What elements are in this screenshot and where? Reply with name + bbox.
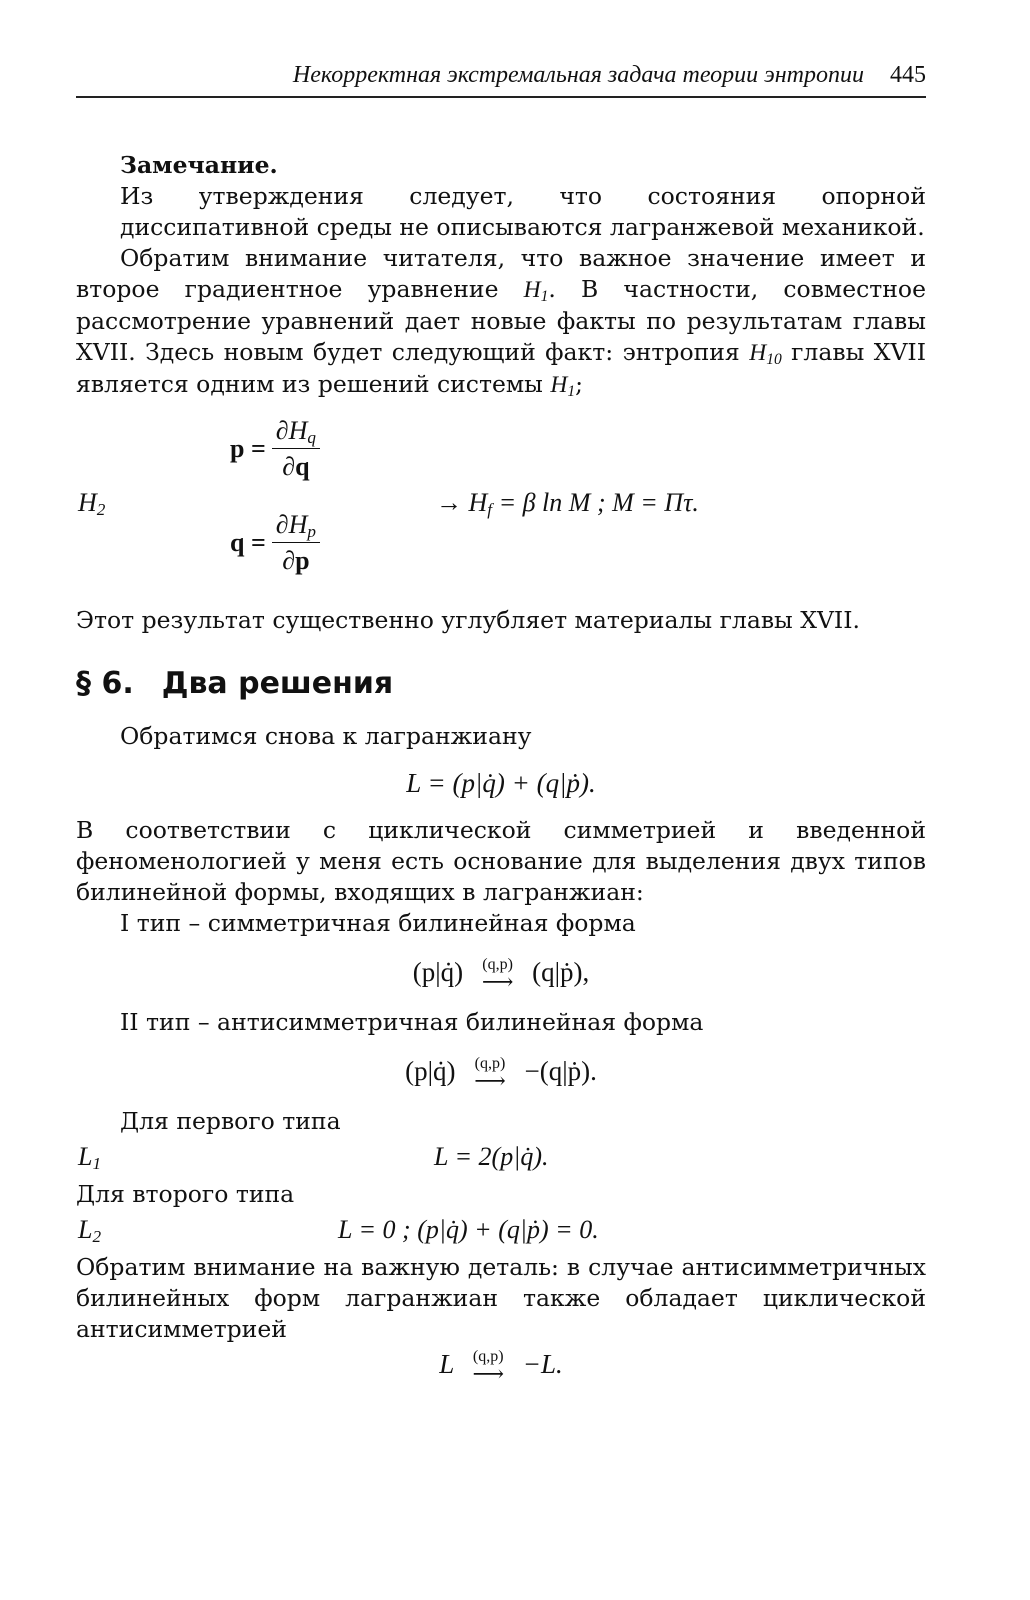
remark-title: Замечание. <box>120 151 278 179</box>
type-2-line: II тип – антисимметричная билинейная форма <box>120 1008 704 1036</box>
running-header <box>76 62 926 89</box>
equation-l2 <box>76 1210 926 1252</box>
label-l1: $L_1$ <box>78 1142 102 1173</box>
final-paragraph: Обратим внимание на важную деталь: в случае антисимметричных билинейных форм лагранжиан также обладает циклической антисимметрией <box>76 1253 926 1343</box>
equation-p: p = $\frac{\partial H_q}{\partial q}$ <box>230 415 320 482</box>
lagrangian-equation: L = (p|q̇) + (q|ṗ). <box>406 768 596 798</box>
remark-paragraph-2: Обратим внимание читателя, что важное значение имеет и второе градиентное уравнение $H_1$. В частности, совместное рассмотрение уравнений дает новые факты по результатам главы XVII. Здесь новым будет следующий факт: энтропия $H_{10}$ главы XVII является одним из решений системы $H_1$; <box>76 244 926 400</box>
mapping-arrow: (q,p) ⟶ <box>472 1348 505 1386</box>
equation-system-h2 <box>76 413 926 597</box>
mapping-arrow: (q,p) ⟶ <box>474 1055 506 1093</box>
phenomenology-paragraph: В соответствии с циклической симметрией и введенной феноменологией у меня есть основание для выделения двух типов билинейной формы, входящих в лагранжиан: <box>76 816 926 906</box>
equation-l1 <box>76 1137 926 1179</box>
type-1-line: I тип – симметричная билинейная форма <box>120 909 636 937</box>
running-title: Некорректная экстремальная задача теории энтропии <box>292 62 864 88</box>
header-rule <box>76 96 926 98</box>
remark-paragraph-1: Из утверждения следует, что состояния опорной диссипативной среды не описываются лагранжевой механикой. <box>120 182 926 241</box>
section-heading <box>76 668 926 699</box>
symbol-h1-second: $H_1$ <box>550 372 576 400</box>
final-mapping: L (q,p) ⟶ −L. <box>439 1348 563 1386</box>
mapping-arrow: (q,p) ⟶ <box>481 956 514 994</box>
system-result: → $H_f = \beta$ ln M ; M = Πτ. <box>436 488 699 519</box>
page-body <box>76 150 926 1399</box>
section-number: § 6. <box>76 666 134 701</box>
conclusion-sentence: Этот результат существенно углубляет материалы главы XVII. <box>76 606 860 634</box>
intro-sentence: Обратимся снова к лагранжиану <box>120 722 532 750</box>
fraction-p: $\frac{\partial H_q}{\partial q}$ <box>272 415 320 482</box>
system-label: $H_2$ <box>78 488 106 519</box>
symbol-h10: $H_{10}$ <box>749 340 782 368</box>
type-1-mapping: (p|q̇) (q,p) ⟶ (q|ṗ), <box>412 956 590 994</box>
section-title: Два решения <box>161 666 394 701</box>
page-number: 445 <box>890 62 926 88</box>
second-type-line: Для второго типа <box>76 1180 295 1208</box>
equation-q: q = $\frac{\partial H_p}{\partial p}$ <box>230 509 320 576</box>
first-type-line: Для первого типа <box>120 1107 341 1135</box>
type-2-mapping: (p|q̇) (q,p) ⟶ −(q|ṗ). <box>405 1055 597 1093</box>
label-l2: $L_2$ <box>78 1215 102 1246</box>
value-l1: L = 2(p|q̇). <box>434 1142 549 1171</box>
fraction-q: $\frac{\partial H_p}{\partial p}$ <box>272 509 320 576</box>
value-l2: L = 0 ; (p|q̇) + (q|ṗ) = 0. <box>338 1215 599 1244</box>
symbol-h1: $H_1$ <box>523 277 549 305</box>
